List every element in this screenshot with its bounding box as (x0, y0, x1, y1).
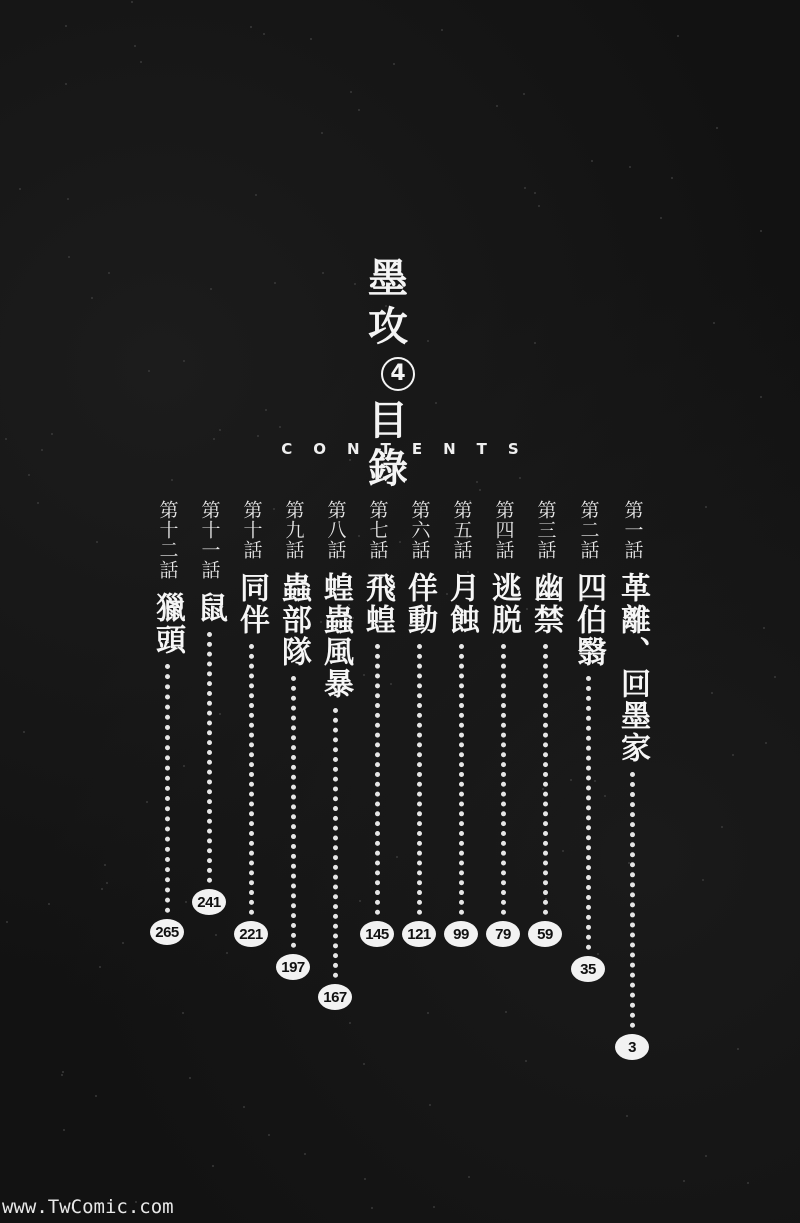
texture-speck (629, 166, 631, 168)
chapter-number: 第五話 (450, 500, 473, 560)
texture-speck (257, 435, 259, 437)
texture-speck (505, 1011, 507, 1013)
leader-dots (586, 676, 591, 950)
leader-dots (459, 644, 464, 915)
chapter-number: 第三話 (534, 500, 557, 560)
texture-speck (171, 479, 173, 481)
texture-speck (705, 1155, 707, 1157)
chapter-entry-10[interactable] (231, 500, 271, 947)
texture-speck (65, 83, 67, 85)
texture-speck (23, 731, 25, 733)
texture-speck (243, 1106, 245, 1108)
texture-speck (763, 627, 765, 629)
leader-dots (543, 644, 548, 915)
texture-speck (134, 45, 136, 47)
chapter-title: 鼠 (192, 592, 227, 624)
texture-speck (626, 1115, 628, 1117)
texture-speck (433, 1206, 435, 1208)
page-number-badge: 197 (276, 954, 310, 980)
chapter-title: 蟲部隊 (276, 572, 311, 668)
page-number-badge: 99 (444, 921, 478, 947)
texture-speck (349, 459, 351, 461)
chapter-title: 佯動 (402, 572, 437, 636)
texture-speck (476, 481, 478, 483)
page-number-badge: 241 (192, 889, 226, 915)
texture-speck (250, 26, 252, 28)
page-number-badge: 35 (571, 956, 605, 982)
page-number-badge: 121 (402, 921, 436, 947)
chapter-number: 第一話 (621, 500, 644, 560)
chapter-number: 第十一話 (198, 500, 221, 580)
texture-speck (321, 132, 323, 134)
texture-speck (274, 282, 276, 284)
texture-speck (760, 230, 762, 232)
leader-dots (207, 632, 212, 883)
chapter-title: 飛蝗 (360, 572, 395, 636)
texture-speck (519, 477, 521, 479)
texture-speck (534, 192, 536, 194)
chapter-entry-6[interactable] (399, 500, 439, 947)
chapter-number: 第二話 (577, 500, 600, 560)
texture-speck (677, 35, 679, 37)
texture-speck (19, 188, 21, 190)
texture-speck (713, 322, 715, 324)
texture-speck (435, 402, 437, 404)
texture-speck (660, 217, 662, 219)
texture-speck (255, 194, 257, 196)
chapter-entry-7[interactable] (357, 500, 397, 947)
texture-speck (732, 754, 734, 756)
texture-speck (65, 25, 67, 27)
page-number-badge: 3 (615, 1034, 649, 1060)
texture-speck (67, 198, 69, 200)
texture-speck (538, 205, 540, 207)
page-number-badge: 167 (318, 984, 352, 1010)
texture-speck (6, 921, 8, 923)
texture-speck (212, 1165, 214, 1167)
texture-speck (479, 489, 481, 491)
texture-speck (106, 882, 108, 884)
leader-dots (291, 676, 296, 948)
texture-speck (5, 438, 7, 440)
texture-speck (711, 692, 713, 694)
chapter-entry-5[interactable] (441, 500, 481, 947)
texture-speck (183, 360, 185, 362)
texture-speck (182, 1012, 184, 1014)
title-text: 墨攻 (368, 255, 408, 350)
texture-speck (322, 272, 324, 274)
page-number-badge: 59 (528, 921, 562, 947)
chapter-title: 月蝕 (444, 572, 479, 636)
page-number-badge: 221 (234, 921, 268, 947)
texture-speck (104, 864, 106, 866)
texture-speck (219, 429, 221, 431)
texture-speck (304, 1153, 306, 1155)
page-number-badge: 79 (486, 921, 520, 947)
texture-speck (393, 63, 395, 65)
texture-speck (91, 297, 93, 299)
leader-dots (249, 644, 254, 915)
chapter-entry-8[interactable] (315, 500, 355, 1010)
chapter-title: 蝗蟲風暴 (318, 572, 353, 700)
chapter-entry-9[interactable] (273, 500, 313, 980)
chapter-title: 幽禁 (528, 572, 563, 636)
texture-speck (358, 109, 360, 111)
chapter-number: 第六話 (408, 500, 431, 560)
volume-number-badge: 4 (381, 357, 415, 391)
chapter-number: 第十二話 (156, 500, 179, 580)
texture-speck (760, 396, 762, 398)
texture-speck (716, 127, 718, 129)
chapter-title: 逃脱 (486, 572, 521, 636)
texture-speck (148, 370, 150, 372)
leader-dots (417, 644, 422, 915)
texture-speck (427, 1012, 429, 1014)
texture-speck (28, 474, 30, 476)
texture-speck (265, 409, 267, 411)
leader-dots (501, 644, 506, 915)
table-of-contents-heading: 目錄 (368, 397, 408, 492)
texture-speck (525, 1060, 527, 1062)
texture-speck (140, 61, 142, 63)
texture-speck (279, 426, 281, 428)
texture-speck (354, 283, 356, 285)
leader-dots (165, 664, 170, 913)
leader-dots (333, 708, 338, 978)
texture-speck (591, 160, 593, 162)
chapter-entry-4[interactable] (483, 500, 523, 947)
page-number-badge: 265 (150, 919, 184, 945)
texture-speck (210, 288, 212, 290)
chapter-number: 第八話 (324, 500, 347, 560)
texture-speck (226, 952, 228, 954)
texture-speck (96, 541, 98, 543)
chapter-number: 第四話 (492, 500, 515, 560)
texture-speck (101, 888, 103, 890)
texture-speck (441, 29, 443, 31)
texture-speck (68, 256, 70, 258)
texture-speck (363, 1063, 365, 1065)
page-number-badge: 145 (360, 921, 394, 947)
chapter-number: 第九話 (282, 500, 305, 560)
texture-speck (737, 1048, 739, 1050)
texture-speck (371, 1207, 373, 1209)
chapter-entry-12[interactable] (147, 500, 187, 945)
texture-speck (62, 1071, 64, 1073)
chapter-number: 第七話 (366, 500, 389, 560)
chapter-entry-2[interactable] (568, 500, 608, 982)
texture-speck (215, 934, 217, 936)
texture-speck (747, 1182, 749, 1184)
texture-speck (51, 433, 53, 435)
chapter-title: 獵頭 (150, 592, 185, 656)
texture-speck (702, 879, 704, 881)
texture-speck (310, 38, 312, 40)
texture-speck (496, 105, 498, 107)
texture-speck (63, 1129, 65, 1131)
chapter-title: 四伯翳 (571, 572, 606, 668)
chapter-number: 第十話 (240, 500, 263, 560)
texture-speck (263, 33, 265, 35)
leader-dots (375, 644, 380, 915)
chapter-title: 同伴 (234, 572, 269, 636)
site-watermark: www.TwComic.com (2, 1196, 174, 1218)
texture-speck (468, 1176, 470, 1178)
texture-speck (721, 826, 723, 828)
texture-speck (122, 942, 124, 944)
texture-speck (671, 177, 673, 179)
texture-speck (523, 93, 525, 95)
texture-speck (108, 272, 110, 274)
texture-speck (429, 1104, 431, 1106)
texture-speck (349, 1022, 351, 1024)
texture-speck (774, 676, 776, 678)
leader-dots (630, 772, 635, 1028)
texture-speck (95, 1095, 97, 1097)
texture-speck (350, 91, 352, 93)
chapter-entry-11[interactable] (189, 500, 229, 915)
texture-speck (48, 903, 50, 905)
chapter-title: 革離、回墨家 (615, 572, 650, 764)
texture-speck (534, 342, 536, 344)
texture-speck (99, 966, 101, 968)
texture-speck (705, 506, 707, 508)
texture-speck (683, 1180, 685, 1182)
texture-speck (268, 1134, 270, 1136)
chapter-entry-1[interactable] (612, 500, 652, 1060)
texture-speck (41, 449, 43, 451)
texture-speck (37, 502, 39, 504)
texture-speck (765, 742, 767, 744)
chapter-entry-3[interactable] (525, 500, 565, 947)
contents-label: CONTENTS (281, 440, 540, 458)
texture-speck (61, 1074, 63, 1076)
texture-speck (131, 1, 133, 3)
texture-speck (524, 187, 526, 189)
texture-speck (364, 1178, 366, 1180)
texture-speck (189, 1077, 191, 1079)
